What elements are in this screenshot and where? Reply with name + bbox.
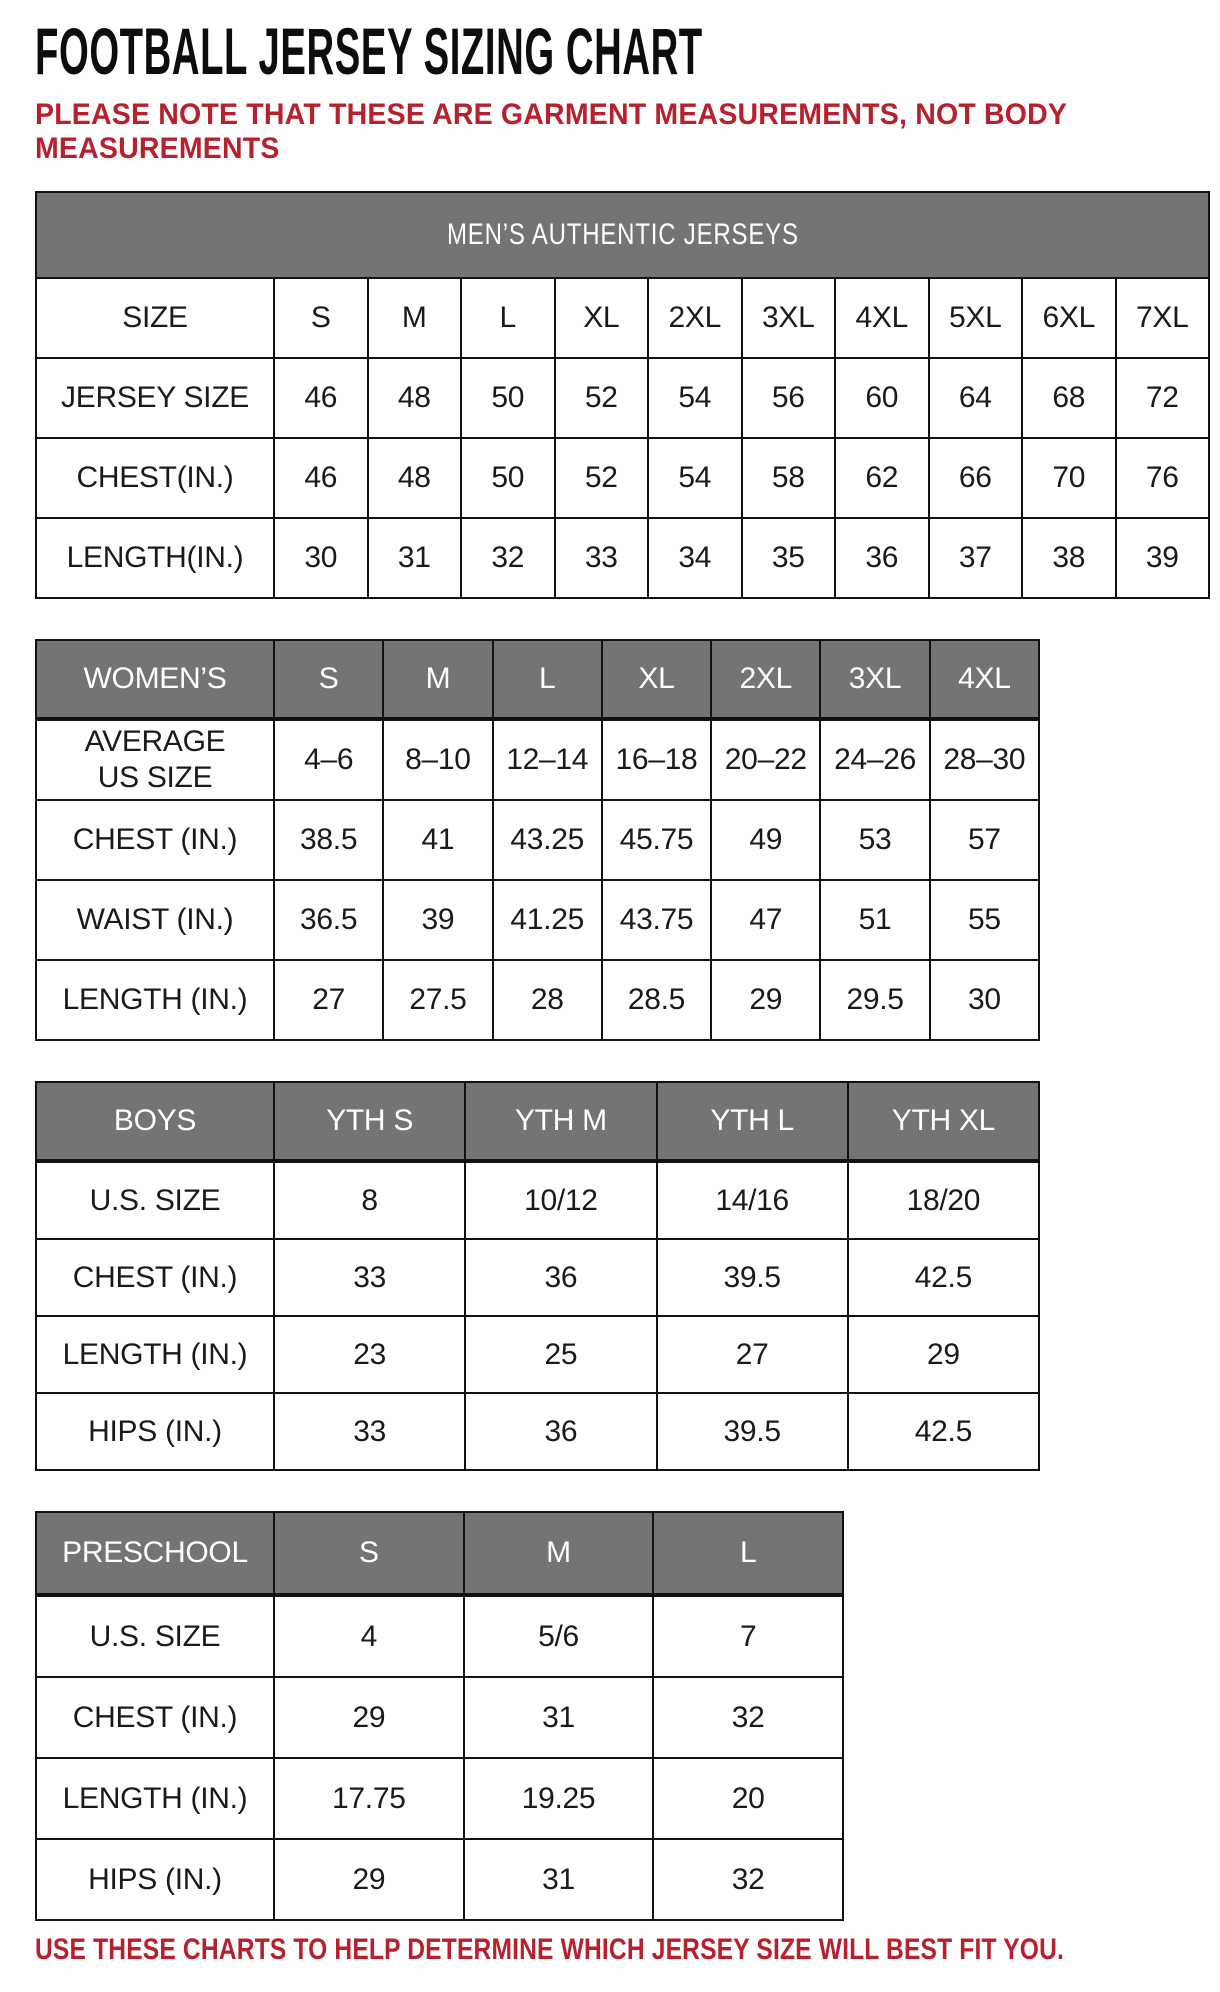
table-row xyxy=(36,278,1209,358)
table-row xyxy=(36,960,1039,1040)
row-label: HIPS (IN.) xyxy=(36,1393,274,1470)
cell: 29 xyxy=(711,960,820,1040)
row-label: LENGTH(IN.) xyxy=(36,518,274,598)
cell: M xyxy=(368,278,462,358)
cell: 49 xyxy=(711,800,820,880)
column-header: 3XL xyxy=(820,640,929,719)
cell: 66 xyxy=(929,438,1023,518)
cell: 29 xyxy=(274,1677,464,1758)
cell: 4XL xyxy=(835,278,929,358)
cell: 38 xyxy=(1022,518,1116,598)
cell: 37 xyxy=(929,518,1023,598)
cell: 2XL xyxy=(648,278,742,358)
cell: 4–6 xyxy=(274,719,383,800)
table-row xyxy=(36,880,1039,960)
table-row xyxy=(36,1393,1039,1470)
cell: 46 xyxy=(274,438,368,518)
cell: 5/6 xyxy=(464,1595,654,1677)
row-label: CHEST(IN.) xyxy=(36,438,274,518)
cell: 24–26 xyxy=(820,719,929,800)
page-title xyxy=(35,14,1220,88)
column-header: L xyxy=(493,640,602,719)
cell: 60 xyxy=(835,358,929,438)
cell: 39.5 xyxy=(657,1393,848,1470)
cell: 62 xyxy=(835,438,929,518)
cell: 23 xyxy=(274,1316,465,1393)
boys-table xyxy=(35,1081,1040,1471)
table-row xyxy=(36,1677,843,1758)
cell: 42.5 xyxy=(848,1393,1039,1470)
cell: 36 xyxy=(465,1239,656,1316)
footer-note-text: USE THESE CHARTS TO HELP DETERMINE WHICH JERSEY SIZE WILL BEST FIT YOU. xyxy=(35,1933,1065,1967)
table-row xyxy=(36,1758,843,1839)
table-row xyxy=(36,518,1209,598)
row-label: CHEST (IN.) xyxy=(36,1677,274,1758)
cell: 20 xyxy=(653,1758,843,1839)
table-row xyxy=(36,1839,843,1920)
cell: 32 xyxy=(653,1677,843,1758)
row-label: SIZE xyxy=(36,278,274,358)
cell: 47 xyxy=(711,880,820,960)
cell: 31 xyxy=(368,518,462,598)
cell: 14/16 xyxy=(657,1161,848,1239)
row-label: HIPS (IN.) xyxy=(36,1839,274,1920)
cell: 64 xyxy=(929,358,1023,438)
banner-row xyxy=(36,192,1209,278)
table-row xyxy=(36,800,1039,880)
cell: 33 xyxy=(274,1393,465,1470)
cell: 18/20 xyxy=(848,1161,1039,1239)
cell: 48 xyxy=(368,358,462,438)
cell: 70 xyxy=(1022,438,1116,518)
cell: 10/12 xyxy=(465,1161,656,1239)
cell: 38.5 xyxy=(274,800,383,880)
table-row xyxy=(36,719,1039,800)
column-header: YTH L xyxy=(657,1082,848,1161)
cell: 43.75 xyxy=(602,880,711,960)
garment-measurements-note xyxy=(35,98,1220,165)
cell: 31 xyxy=(464,1839,654,1920)
cell: 20–22 xyxy=(711,719,820,800)
cell: 39.5 xyxy=(657,1239,848,1316)
cell: 30 xyxy=(930,960,1039,1040)
cell: 36 xyxy=(465,1393,656,1470)
cell: 51 xyxy=(820,880,929,960)
table-row xyxy=(36,1239,1039,1316)
table-banner xyxy=(36,192,1209,278)
column-header: M xyxy=(464,1512,654,1595)
cell: 68 xyxy=(1022,358,1116,438)
cell: 16–18 xyxy=(602,719,711,800)
tables-container xyxy=(0,191,1220,1921)
cell: 39 xyxy=(383,880,492,960)
cell: 54 xyxy=(648,358,742,438)
cell: 50 xyxy=(461,438,555,518)
garment-measurements-note-text: PLEASE NOTE THAT THESE ARE GARMENT MEASUREMENTS, NOT BODY MEASUREMENTS xyxy=(35,98,1067,165)
row-label: CHEST (IN.) xyxy=(36,1239,274,1316)
column-header: XL xyxy=(602,640,711,719)
cell: 53 xyxy=(820,800,929,880)
table-header-label: BOYS xyxy=(36,1082,274,1161)
cell: 5XL xyxy=(929,278,1023,358)
row-label: LENGTH (IN.) xyxy=(36,1316,274,1393)
cell: XL xyxy=(555,278,649,358)
header-row xyxy=(36,640,1039,719)
cell: 8 xyxy=(274,1161,465,1239)
cell: 27 xyxy=(274,960,383,1040)
column-header: L xyxy=(653,1512,843,1595)
column-header: 2XL xyxy=(711,640,820,719)
cell: 33 xyxy=(274,1239,465,1316)
cell: 32 xyxy=(653,1839,843,1920)
cell: 58 xyxy=(742,438,836,518)
table-row xyxy=(36,438,1209,518)
cell: 43.25 xyxy=(493,800,602,880)
cell: 3XL xyxy=(742,278,836,358)
row-label: JERSEY SIZE xyxy=(36,358,274,438)
row-label: CHEST (IN.) xyxy=(36,800,274,880)
womens-table xyxy=(35,639,1040,1041)
cell: 76 xyxy=(1116,438,1210,518)
table-row xyxy=(36,358,1209,438)
cell: 8–10 xyxy=(383,719,492,800)
table-row xyxy=(36,1595,843,1677)
row-label: LENGTH (IN.) xyxy=(36,1758,274,1839)
header-row xyxy=(36,1082,1039,1161)
cell: 41.25 xyxy=(493,880,602,960)
footer-note xyxy=(35,1933,1220,1967)
cell: 39 xyxy=(1116,518,1210,598)
cell: 48 xyxy=(368,438,462,518)
row-label: U.S. SIZE xyxy=(36,1595,274,1677)
cell: 28.5 xyxy=(602,960,711,1040)
cell: 32 xyxy=(461,518,555,598)
row-label: U.S. SIZE xyxy=(36,1161,274,1239)
cell: 33 xyxy=(555,518,649,598)
cell: 45.75 xyxy=(602,800,711,880)
column-header: S xyxy=(274,1512,464,1595)
table-row xyxy=(36,1316,1039,1393)
header-row xyxy=(36,1512,843,1595)
row-label-text: AVERAGE US SIZE xyxy=(84,725,226,795)
row-label: LENGTH (IN.) xyxy=(36,960,274,1040)
cell: 55 xyxy=(930,880,1039,960)
table-header-label: PRESCHOOL xyxy=(36,1512,274,1595)
cell: 25 xyxy=(465,1316,656,1393)
cell: 7XL xyxy=(1116,278,1210,358)
column-header: YTH M xyxy=(465,1082,656,1161)
cell: 7 xyxy=(653,1595,843,1677)
cell: 72 xyxy=(1116,358,1210,438)
cell: 29 xyxy=(848,1316,1039,1393)
cell: S xyxy=(274,278,368,358)
cell: 17.75 xyxy=(274,1758,464,1839)
cell: 36 xyxy=(835,518,929,598)
cell: 36.5 xyxy=(274,880,383,960)
cell: 52 xyxy=(555,438,649,518)
cell: 19.25 xyxy=(464,1758,654,1839)
preschool-table xyxy=(35,1511,844,1921)
cell: 57 xyxy=(930,800,1039,880)
cell: 12–14 xyxy=(493,719,602,800)
sizing-chart-page xyxy=(0,14,1220,1992)
column-header: S xyxy=(274,640,383,719)
cell: 29 xyxy=(274,1839,464,1920)
cell: 30 xyxy=(274,518,368,598)
cell: 50 xyxy=(461,358,555,438)
cell: 28 xyxy=(493,960,602,1040)
cell: 35 xyxy=(742,518,836,598)
cell: 29.5 xyxy=(820,960,929,1040)
column-header: YTH XL xyxy=(848,1082,1039,1161)
cell: 27 xyxy=(657,1316,848,1393)
cell: 41 xyxy=(383,800,492,880)
cell: 56 xyxy=(742,358,836,438)
cell: 28–30 xyxy=(930,719,1039,800)
column-header: 4XL xyxy=(930,640,1039,719)
cell: 46 xyxy=(274,358,368,438)
table-banner-text: MEN’S AUTHENTIC JERSEYS xyxy=(446,218,799,252)
row-label xyxy=(36,719,274,800)
table-header-label: WOMEN’S xyxy=(36,640,274,719)
cell: 52 xyxy=(555,358,649,438)
cell: 54 xyxy=(648,438,742,518)
cell: 31 xyxy=(464,1677,654,1758)
table-row xyxy=(36,1161,1039,1239)
column-header: YTH S xyxy=(274,1082,465,1161)
row-label: WAIST (IN.) xyxy=(36,880,274,960)
cell: 6XL xyxy=(1022,278,1116,358)
cell: 27.5 xyxy=(383,960,492,1040)
cell: L xyxy=(461,278,555,358)
cell: 42.5 xyxy=(848,1239,1039,1316)
cell: 34 xyxy=(648,518,742,598)
mens-table xyxy=(35,191,1210,599)
cell: 4 xyxy=(274,1595,464,1677)
page-title-text: FOOTBALL JERSEY SIZING CHART xyxy=(35,14,703,88)
column-header: M xyxy=(383,640,492,719)
